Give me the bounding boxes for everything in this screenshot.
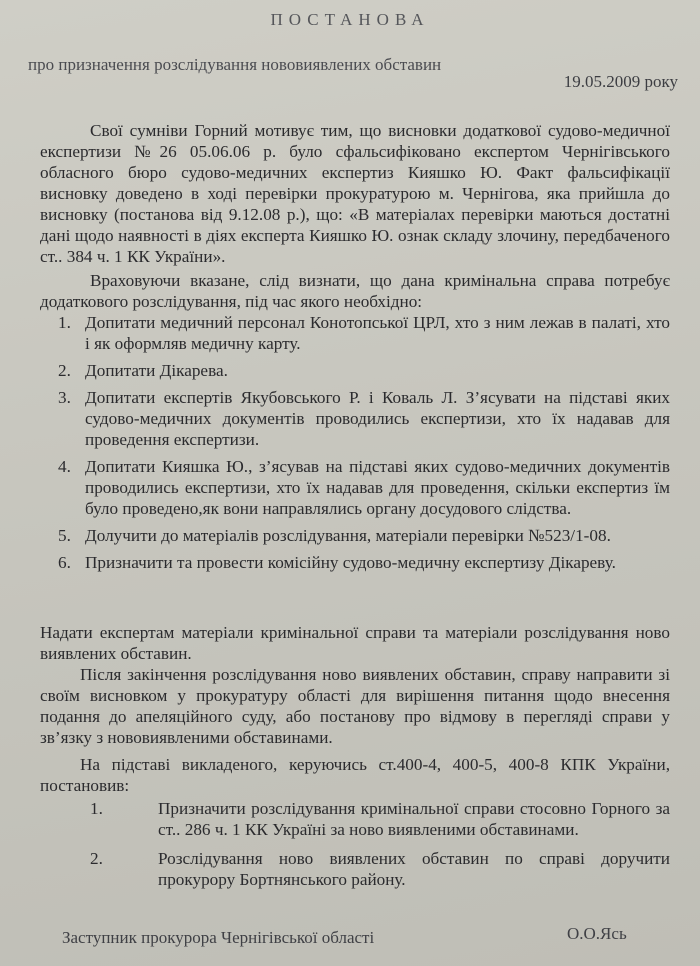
list-item-text: Розслідування ново виявлених обставин по справі доручити прокурору Бортнянського району.	[158, 849, 670, 889]
list-item-text: Допитати Кияшка Ю., з’ясував на підставі яких судово-медичних документів проводились експертизи, хто їх надавав для проведення, скільки експертиз їм було проведено,як вони направлялись органу досудового слідства.	[85, 457, 670, 518]
list-item-number: 6.	[58, 553, 71, 572]
list-item-number: 2.	[58, 361, 71, 380]
list-item-text: Призначити розслідування кримінальної справи стосовно Горного за ст.. 286 ч. 1 КК Україні за ново виявленими обставинами.	[158, 799, 670, 839]
list-item-number: 3.	[58, 388, 71, 407]
list-item-number: 1.	[58, 313, 71, 332]
paragraph-after-investigation: Після закінчення розслідування ново виявлених обставин, справу направити зі своїм висновком у прокуратуру області для вирішення питання щодо внесення подання до апеляційного суду, або постанову про відмову в перегляді справи у зв’язку з нововиявленими обставинами.	[40, 665, 670, 747]
document-subtitle: про призначення розслідування нововиявлених обставин	[28, 55, 442, 74]
list-item	[40, 360, 670, 381]
document-title: ПОСТАНОВА	[270, 10, 430, 29]
task-list	[40, 312, 670, 579]
list-item-text: Призначити та провести комісійну судово-медичну експертизу Дікареву.	[85, 553, 616, 572]
list-item-text: Допитати медичний персонал Конотопської ЦРЛ, хто з ним лежав в палаті, хто і як оформляв медичну карту.	[85, 313, 670, 353]
list-item	[40, 456, 670, 519]
list-item	[40, 848, 670, 890]
list-item	[40, 798, 670, 840]
resolution-list	[40, 798, 670, 898]
list-item-number: 1.	[90, 799, 103, 818]
paragraph-conclusion: Враховуючи вказане, слід визнати, що дана кримінальна справа потребує додаткового розслідування, під час якого необхідно:	[40, 271, 670, 311]
list-item-number: 5.	[58, 526, 71, 545]
signature-role: Заступник прокурора Чернігівської області	[62, 928, 375, 947]
list-item	[40, 552, 670, 573]
list-item-text: Долучити до матеріалів розслідування, матеріали перевірки №523/1-08.	[85, 526, 611, 545]
paragraph-materials: Надати експертам матеріали кримінальної справи та матеріали розслідування ново виявлених обставин.	[40, 623, 670, 663]
list-item	[40, 387, 670, 450]
list-item-text: Допитати експертів Якубовського Р. і Коваль Л. З’ясувати на підставі яких судово-медичних документів проводились експертизи, хто їх надавав для проведення експертизи.	[85, 388, 670, 449]
document-date: 19.05.2009 року	[563, 72, 678, 91]
list-item	[40, 312, 670, 354]
signature-name: О.О.Ясь	[567, 924, 627, 943]
paragraph-legal-basis: На підставі викладеного, керуючись ст.400-4, 400-5, 400-8 КПК України, постановив:	[40, 755, 670, 795]
list-item-text: Допитати Дікарева.	[85, 361, 228, 380]
list-item-number: 4.	[58, 457, 71, 476]
paragraph-motivation: Свої сумніви Горний мотивує тим, що висновки додаткової судово-медичної експертизи №26 05.06.06 р. було сфальсифіковано експертом Чернігівського обласного бюро судово-медичних експертиз Кияшко Ю. Факт фальсифікації висновку доведено в ході перевірки прокуратурою м. Чернігова, яка прийшла до висновку (постанова від 9.12.08 р.), що: «В матеріалах перевірки маються достатні дані щодо наявності в діях експерта Кияшко Ю. ознак складу злочину, передбаченого ст.. 384 ч. 1 КК України».	[40, 121, 670, 266]
list-item	[40, 525, 670, 546]
list-item-number: 2.	[90, 849, 103, 868]
